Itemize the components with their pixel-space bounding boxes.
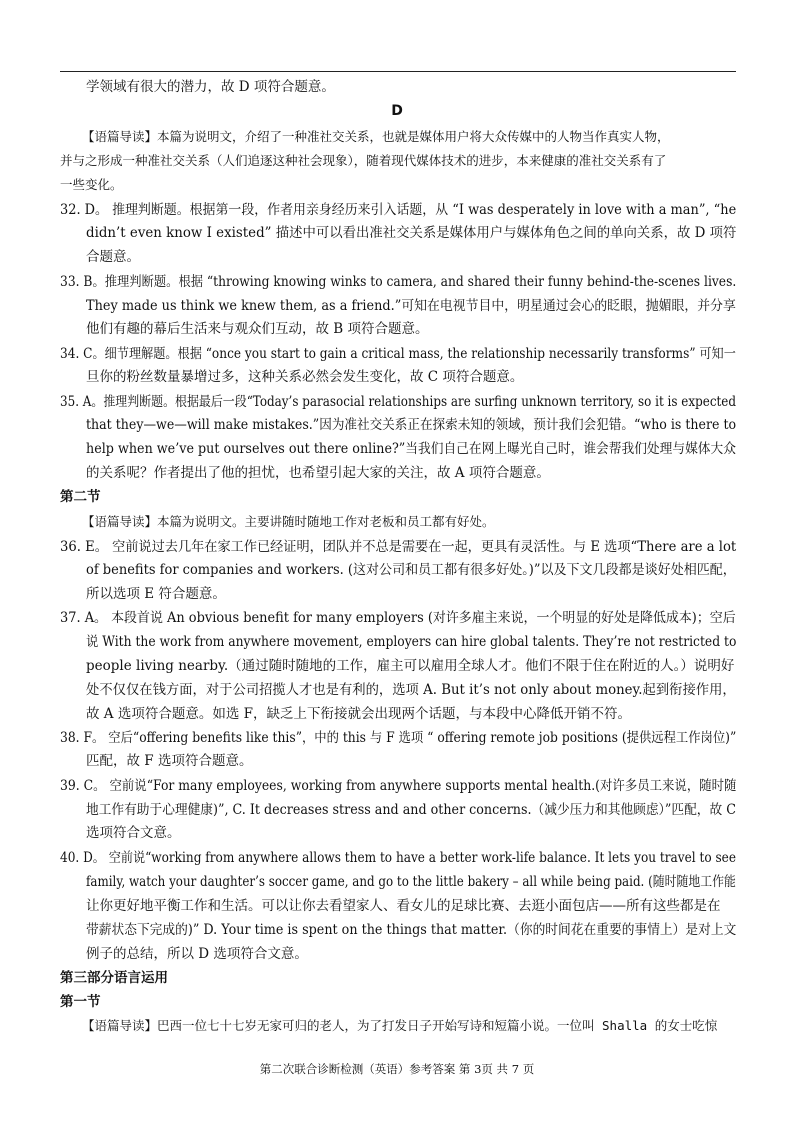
answer-40-line: 让你更好地平衡工作和生活。可以让你去看望家人、看女儿的足球比赛、去逛小面包店——所有这些都是在 bbox=[86, 898, 721, 914]
answer-39-line: 地工作有助于心理健康)”, C. It decreases stress and and other concerns.（减少压力和其他顾虑）”匹配，故 C bbox=[86, 802, 736, 818]
answer-37-line: 故 A 选项符合题意。如选 F，缺乏上下衔接就会出现两个话题，与本段中心降低开销不符。 bbox=[86, 706, 631, 722]
answer-35-line: that they—we—will make mistakes.”因为准社交关系正在探索未知的领域，预计我们会犯错。“who is there to bbox=[86, 417, 737, 433]
answer-36-line: 所以选项 E 符合题意。 bbox=[86, 586, 226, 602]
answer-40-line: 带薪状态下完成的)” D. Your time is spent on the things that matter.（你的时间花在重要的事情上）是对上文 bbox=[86, 922, 737, 938]
reading-guide-line: 一些变化。 bbox=[60, 177, 123, 192]
text-line: 学领域有很大的潜力，故 D 项符合题意。 bbox=[86, 79, 335, 95]
answer-36-line: of benefits for companies and workers. (这对公司和员工都有很多好处。)”以及下文几段都是谈好处相匹配， bbox=[86, 562, 736, 578]
answer-38-line: 匹配，故 F 选项符合题意。 bbox=[86, 753, 253, 769]
section-heading-d: D bbox=[391, 103, 403, 119]
answer-35-line: 35. A。推理判断题。根据最后一段“Today’s parasocial relationships are surfing unknown territory, so it is expected bbox=[60, 394, 737, 410]
answer-32-line: 32. D。 推理判断题。根据第一段，作者用亲身经历来引入话题，从 “I was desperately in love with a man”, “he bbox=[60, 202, 737, 218]
answer-38-line: 38. F。 空后“offering benefits like this”，中的 this 与 F 选项 “ offering remote job positions (提供远程工作岗位)” bbox=[60, 730, 737, 746]
reading-guide-line: 【语篇导读】巴西一位七十七岁无家可归的老人，为了打发日子开始写诗和短篇小说。一位叫 Shalla 的女士吃惊 bbox=[82, 1018, 718, 1033]
answer-39-line: 39. C。 空前说“For many employees, working from anywhere supports mental health.(对许多员工来说，随时随 bbox=[60, 778, 737, 794]
answer-32-line: 合题意。 bbox=[86, 249, 140, 265]
reading-guide-line: 【语篇导读】本篇为说明文，介绍了一种准社交关系，也就是媒体用户将大众传媒中的人物当作真实人物， bbox=[82, 129, 670, 144]
part-heading: 第三部分语言运用 bbox=[60, 970, 168, 986]
answer-40-line: 例子的总结，所以 D 选项符合文意。 bbox=[86, 946, 308, 962]
answer-39-line: 选项符合文意。 bbox=[86, 825, 181, 841]
section-heading: 第一节 bbox=[60, 994, 101, 1010]
answer-34-line: 旦你的粉丝数量暴增过多，这种关系必然会发生变化，故 C 项符合题意。 bbox=[86, 369, 524, 385]
answer-35-line: help when we’ve put ourselves out there online?”当我们自己在网上曝光自己时，谁会帮我们处理与媒体大众 bbox=[86, 441, 736, 457]
answer-35-line: 的关系呢？作者提出了他的担忧，也希望引起大家的关注，故 A 项符合题意。 bbox=[86, 465, 550, 481]
answer-37-line: 37. A。 本段首说 An obvious benefit for many employers (对许多雇主来说，一个明显的好处是降低成本)；空后 bbox=[60, 610, 736, 626]
answer-37-line: 处不仅仅在钱方面，对于公司招揽人才也是有利的，选项 A. But it’s not only about money.起到衔接作用， bbox=[86, 682, 736, 698]
answer-37-line: people living nearby.（通过随时随地的工作，雇主可以雇用全球人才。他们不限于住在附近的人。）说明好 bbox=[86, 658, 735, 674]
reading-guide-line: 并与之形成一种准社交关系（人们追逐这种社会现象），随着现代媒体技术的进步，本来健康的准社交关系有了 bbox=[60, 153, 667, 168]
top-rule bbox=[60, 71, 736, 72]
answer-36-line: 36. E。 空前说过去几年在家工作已经证明，团队并不总是需要在一起，更具有灵活性。与 E 选项“There are a lot bbox=[60, 539, 737, 555]
answer-34-line: 34. C。细节理解题。根据 “once you start to gain a critical mass, the relationship necessarily transforms” 可知一 bbox=[60, 346, 736, 362]
answer-33-line: They made us think we knew them, as a friend.”可知在电视节目中，明星通过会心的眨眼，抛媚眼，并分享 bbox=[86, 298, 736, 314]
section-heading: 第二节 bbox=[60, 489, 101, 505]
answer-40-line: 40. D。 空前说“working from anywhere allows them to have a better work-life balance. It lets you travel to see bbox=[60, 850, 737, 866]
page-footer: 第二次联合诊断检测（英语）参考答案 第 3页 共 7 页 bbox=[259, 1062, 535, 1076]
answer-33-line: 他们有趣的幕后生活来与观众们互动，故 B 项符合题意。 bbox=[86, 321, 429, 337]
reading-guide-line: 【语篇导读】本篇为说明文。主要讲随时随地工作对老板和员工都有好处。 bbox=[82, 514, 495, 529]
answer-37-line: 说 With the work from anywhere movement, employers can hire global talents. They’re not restricted to bbox=[86, 634, 737, 650]
answer-33-line: 33. B。推理判断题。根据 “throwing knowing winks to camera, and shared their funny behind-the-scenes lives. bbox=[60, 274, 737, 290]
answer-40-line: family, watch your daughter’s soccer game, and go to the little bakery – all while being paid. (随时随地工作能 bbox=[86, 874, 736, 890]
answer-32-line: didn’t even know I existed” 描述中可以看出准社交关系是媒体用户与媒体角色之间的单向关系，故 D 项符 bbox=[86, 225, 737, 241]
